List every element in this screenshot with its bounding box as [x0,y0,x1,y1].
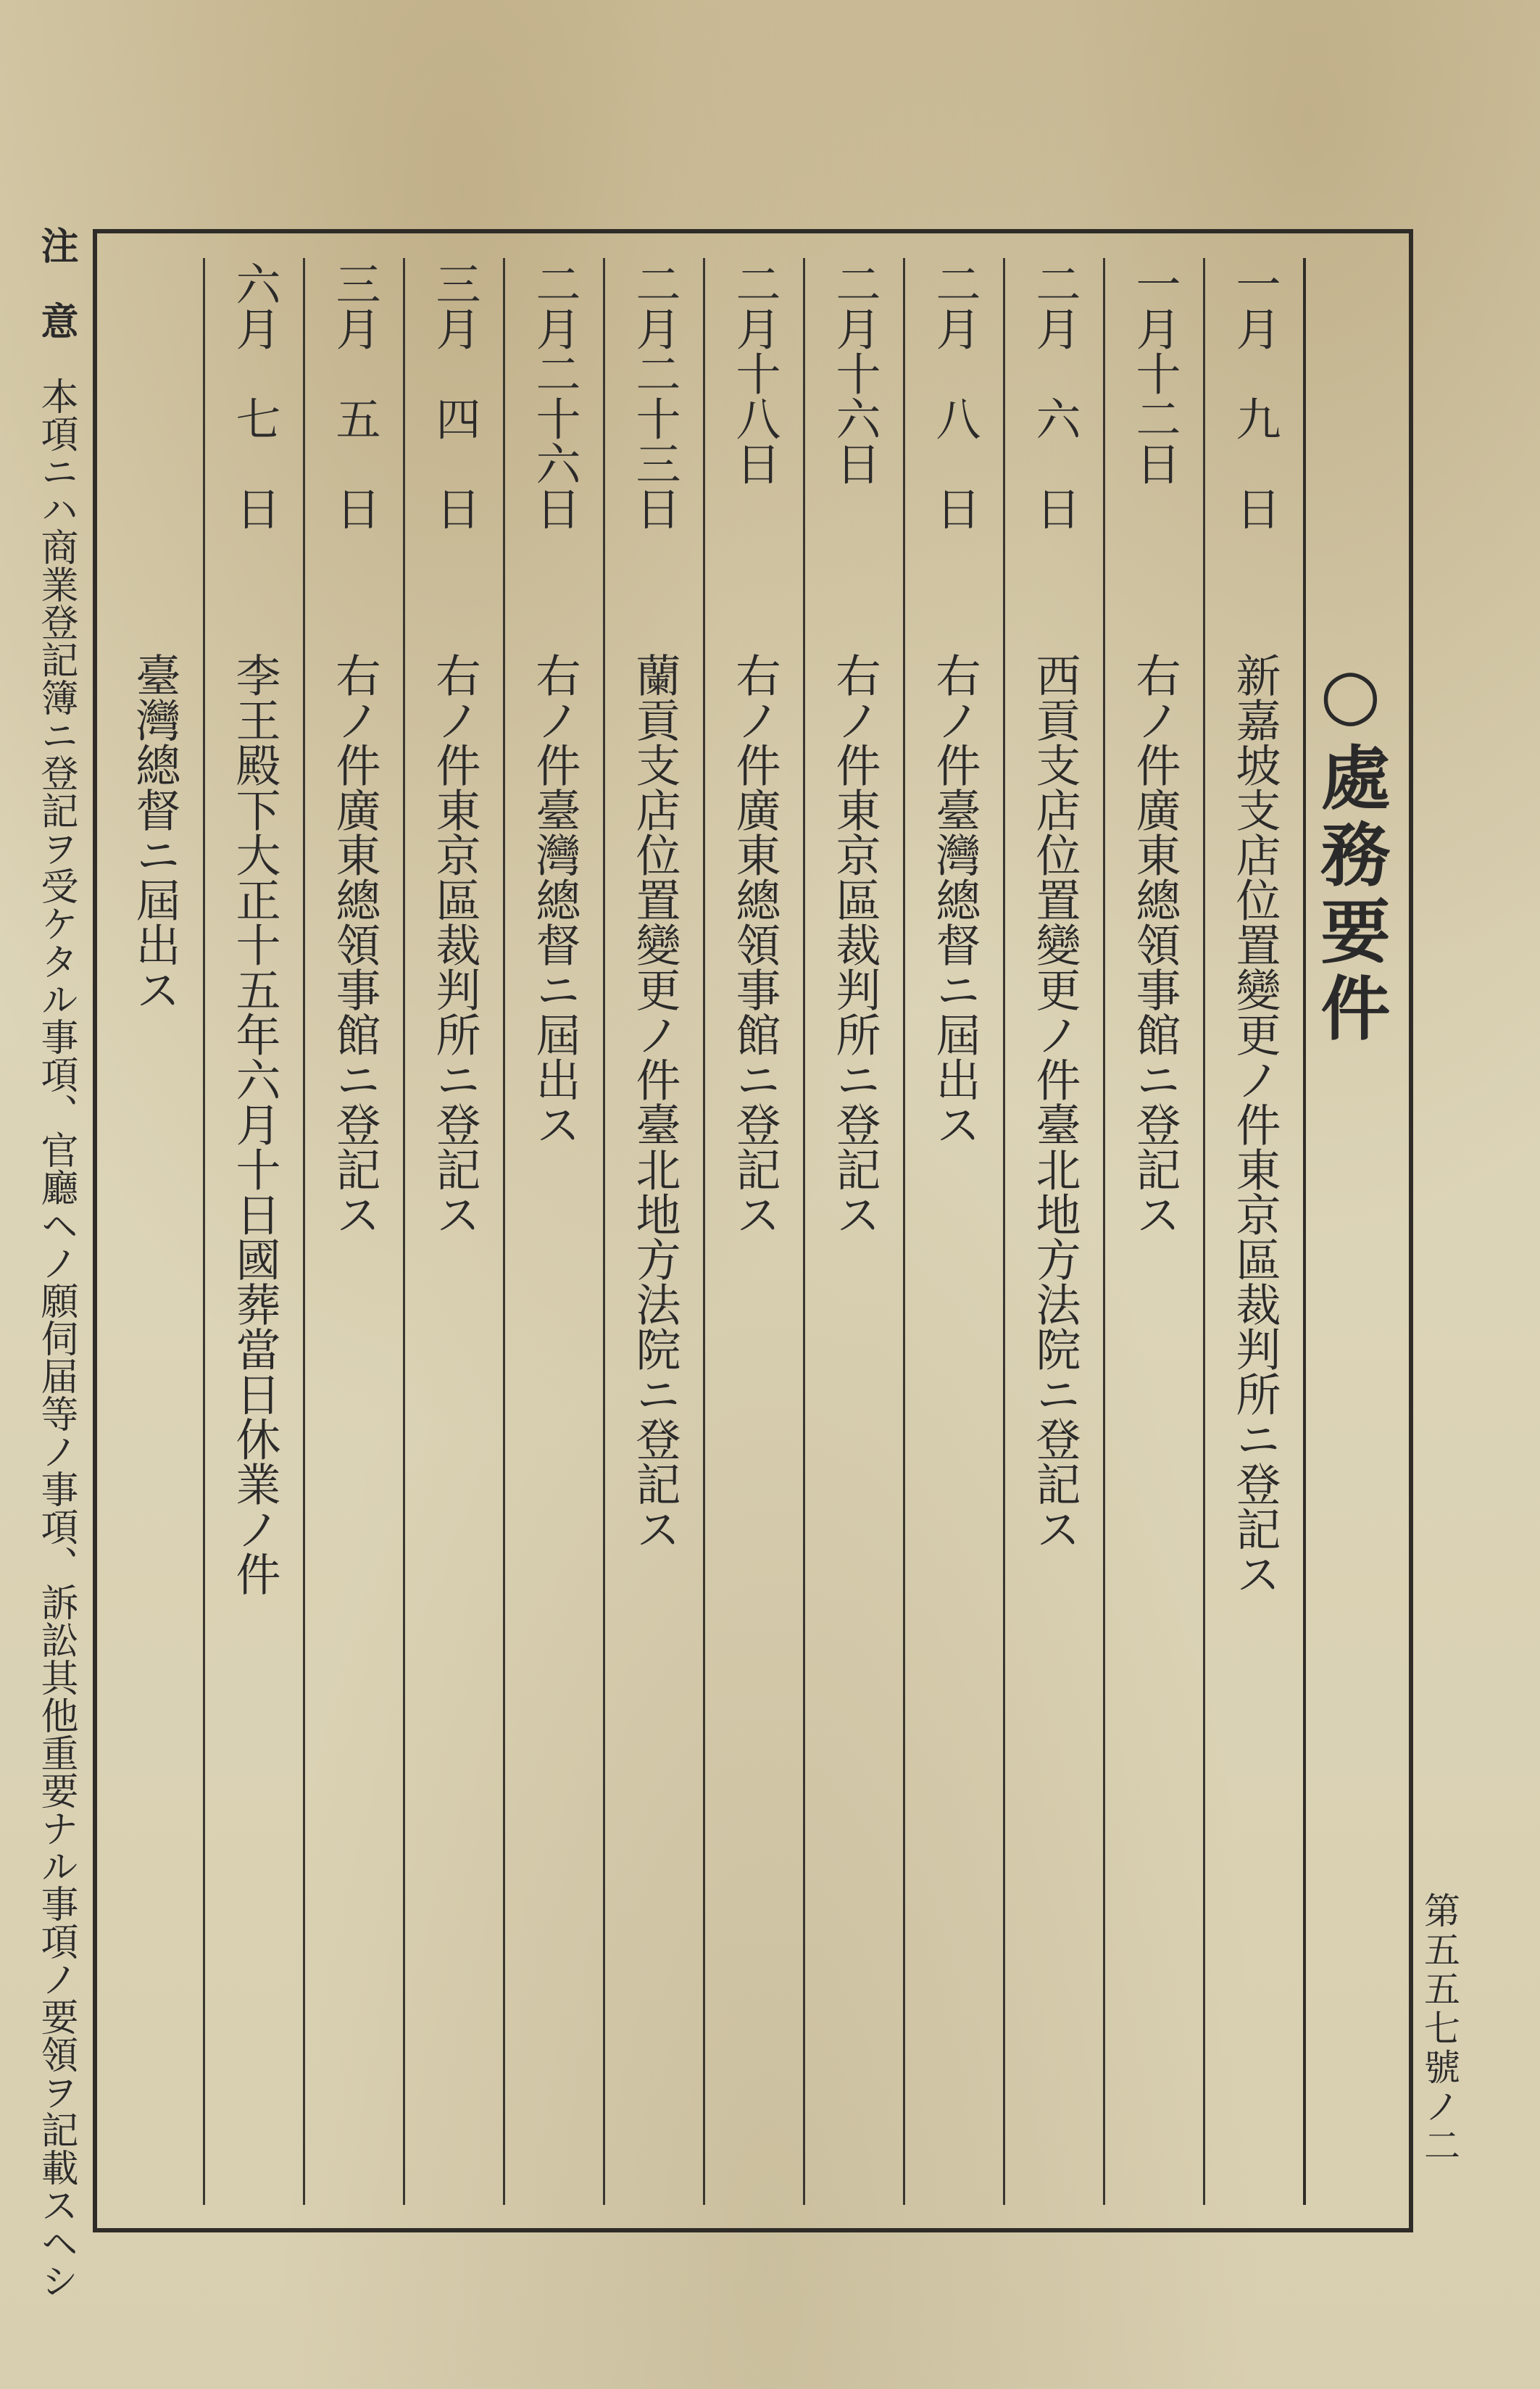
column-rule [603,258,605,2205]
entry-content: 右ノ件東京區裁判所ニ登記ス [828,652,881,1237]
column-rule [203,258,205,2205]
column-rule [803,258,805,2205]
entry-content: 西貢支店位置變更ノ件臺北地方法院ニ登記ス [1028,652,1081,1551]
entry-date: 二月十八日 [728,261,781,486]
column-rule [1203,258,1205,2205]
column-rule [1103,258,1105,2205]
page-number: 第五五七號ノ二 [1418,1892,1460,2166]
column-rule [703,258,705,2205]
entry-content: 右ノ件廣東總領事館ニ登記ス [328,652,381,1237]
entry-date: 六月 七 日 [228,261,281,531]
entry-date: 一月 九 日 [1228,261,1281,531]
entry-date: 二月十六日 [828,261,881,486]
entry-content: 右ノ件東京區裁判所ニ登記ス [428,652,481,1237]
column-rule [303,258,305,2205]
column-rule [1003,258,1005,2205]
entry-date: 二月二十六日 [528,261,581,531]
entry-content: 右ノ件臺灣總督ニ屆出ス [528,652,581,1147]
entry-date: 二月 六 日 [1028,261,1081,531]
section-title: ○處務要件 [1310,652,1391,1049]
entry-content: 臺灣總督ニ屆出ス [128,652,181,1012]
entry-content: 李王殿下大正十五年六月十日國葬當日休業ノ件 [228,652,281,1596]
entry-content: 新嘉坡支店位置變更ノ件東京區裁判所ニ登記ス [1228,652,1281,1596]
note-label: 注 意 [34,226,78,339]
entry-date: 三月 五 日 [328,261,381,531]
entry-date: 二月 八 日 [928,261,981,531]
note [29,226,83,2299]
note-text: 本項ニハ商業登記簿ニ登記ヲ受ケタル事項、官廳ヘノ願伺届等ノ事項、訴訟其他重要ナル事項ノ要領ヲ記載スヘシ [34,377,78,2299]
entry-date: 二月二十三日 [628,261,681,531]
entry-date: 三月 四 日 [428,261,481,531]
column-rule [403,258,405,2205]
column-rule [903,258,905,2205]
column-rule [503,258,505,2205]
entry-date: 一月十二日 [1128,261,1181,486]
entry-content: 蘭貢支店位置變更ノ件臺北地方法院ニ登記ス [628,652,681,1551]
entry-content: 右ノ件廣東總領事館ニ登記ス [1128,652,1181,1237]
entry-content: 右ノ件臺灣總督ニ屆出ス [928,652,981,1147]
title-column-rule [1303,258,1306,2205]
entry-content: 右ノ件廣東總領事館ニ登記ス [728,652,781,1237]
